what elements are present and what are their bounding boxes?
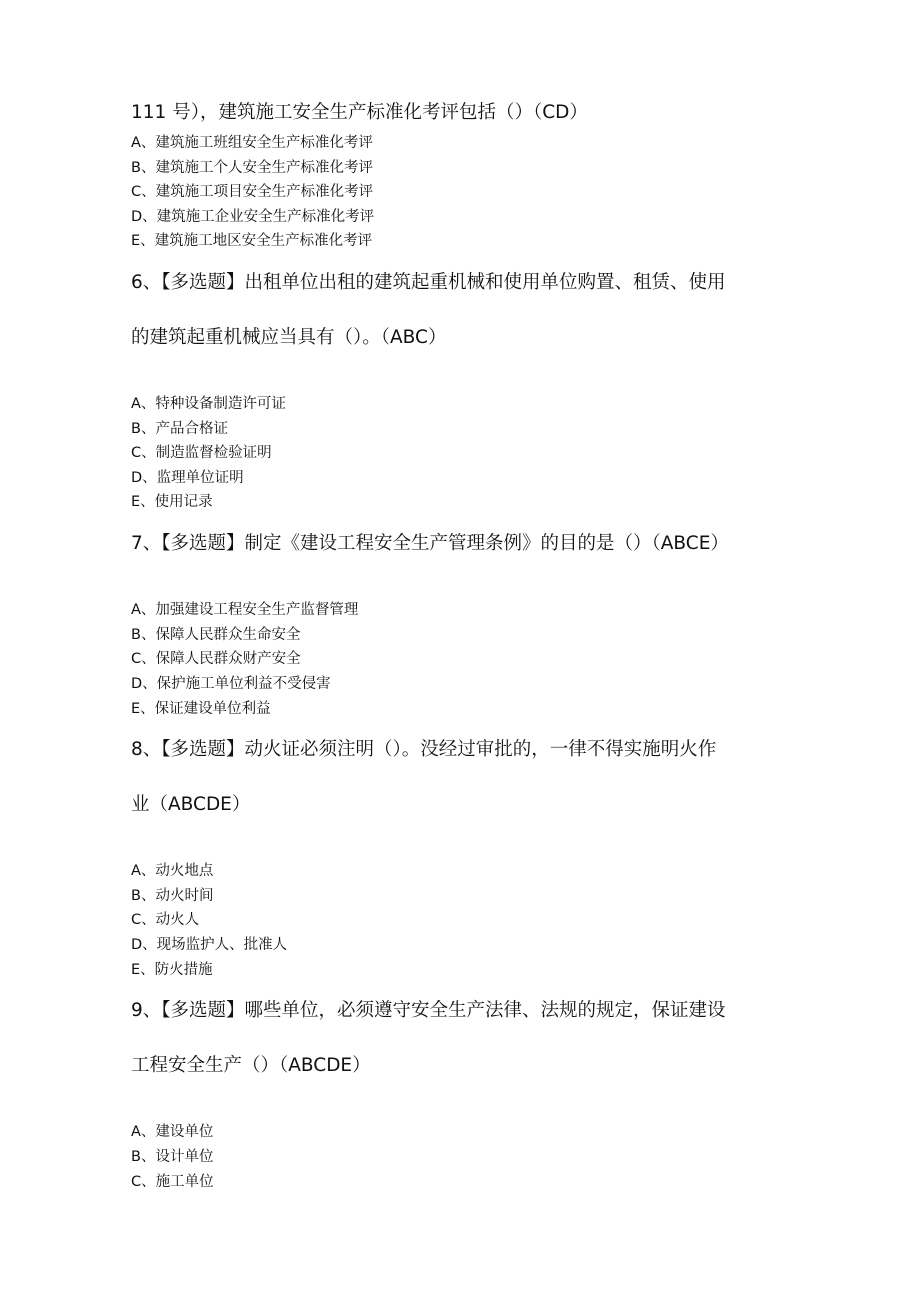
question-9-option-b: B、设计单位 [131,1149,214,1165]
question-7-option-c: C、保障人民群众财产安全 [131,651,301,667]
question-6-option-b: B、产品合格证 [131,421,228,437]
question-6-option-c: C、制造监督检验证明 [131,445,272,461]
question-9-title-line1: 9、【多选题】哪些单位，必须遵守安全生产法律、法规的规定，保证建设 [131,1000,726,1021]
question-8-option-b: B、动火时间 [131,888,214,904]
question-7-option-a: A、加强建设工程安全生产监督管理 [131,602,359,618]
question-5-option-d: D、建筑施工企业安全生产标准化考评 [131,209,375,225]
question-7-option-b: B、保障人民群众生命安全 [131,627,301,643]
question-6-title-line2: 的建筑起重机械应当具有（）。（ABC） [131,327,447,348]
question-6-option-a: A、特种设备制造许可证 [131,396,286,412]
question-5-option-e: E、建筑施工地区安全生产标准化考评 [131,233,373,249]
question-8-option-a: A、动火地点 [131,863,214,879]
question-8-option-c: C、动火人 [131,912,200,928]
question-7-option-e: E、保证建设单位利益 [131,701,271,717]
question-5-title: 111 号），建筑施工安全生产标准化考评包括（）（CD） [131,102,588,123]
question-6-option-d: D、监理单位证明 [131,470,244,486]
question-9-option-c: C、施工单位 [131,1174,214,1190]
question-5-option-a: A、建筑施工班组安全生产标准化考评 [131,135,373,151]
question-8-option-d: D、现场监护人、批准人 [131,937,288,953]
question-6-title-line1: 6、【多选题】出租单位出租的建筑起重机械和使用单位购置、租赁、使用 [131,272,726,293]
question-9-title-line2: 工程安全生产（）（ABCDE） [131,1055,371,1076]
question-9-option-a: A、建设单位 [131,1124,214,1140]
question-8-title-line1: 8、【多选题】动火证必须注明（）。没经过审批的，一律不得实施明火作 [131,739,717,760]
question-5-option-c: C、建筑施工项目安全生产标准化考评 [131,184,374,200]
question-8-option-e: E、防火措施 [131,962,213,978]
question-8-title-line2: 业（ABCDE） [131,794,251,815]
question-7-title: 7、【多选题】制定《建设工程安全生产管理条例》的目的是（）（ABCE） [131,533,729,554]
question-6-option-e: E、使用记录 [131,494,213,510]
question-7-option-d: D、保护施工单位利益不受侵害 [131,676,331,692]
question-5-option-b: B、建筑施工个人安全生产标准化考评 [131,160,373,176]
